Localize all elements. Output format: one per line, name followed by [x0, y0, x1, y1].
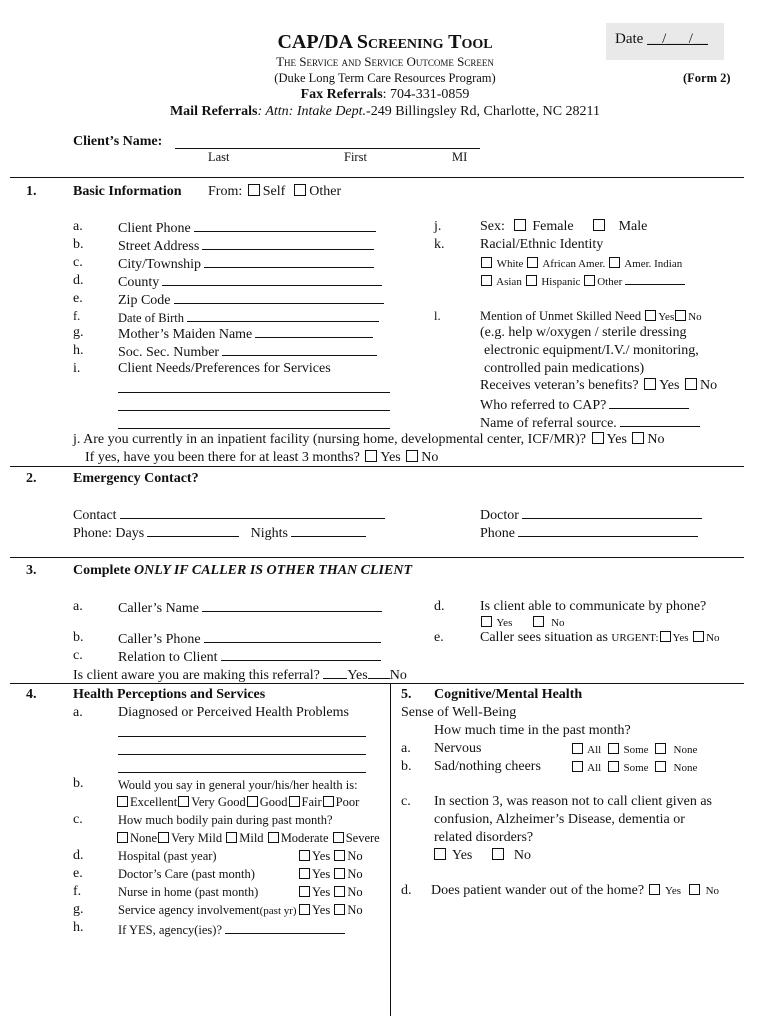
divider	[10, 683, 744, 684]
ethnic-row-1: White African Amer. Amer. Indian	[480, 257, 682, 271]
county-field: County	[118, 273, 382, 291]
skilled-yes-checkbox[interactable]	[645, 310, 656, 321]
contact-input[interactable]	[120, 506, 385, 519]
agency-yes-checkbox[interactable]	[299, 904, 310, 915]
street-address-field: Street Address	[118, 237, 374, 255]
client-phone-input[interactable]	[194, 219, 376, 232]
well-being-label: Sense of Well-Being	[401, 705, 517, 720]
item-letter: f.	[73, 884, 82, 899]
nurse-label: Nurse in home (past month)	[118, 885, 259, 899]
item-letter: d.	[434, 599, 445, 614]
other-checkbox[interactable]	[294, 184, 306, 196]
item-letter: b.	[73, 630, 84, 645]
health-problems-label: Diagnosed or Perceived Health Problems	[118, 705, 349, 720]
urgent-field: Caller sees situation as URGENT: Yes No	[480, 630, 720, 645]
agencies-input[interactable]	[225, 921, 345, 934]
general-health-options: Excellent Very Good Good Fair Poor	[116, 795, 359, 809]
pain-very-mild-checkbox[interactable]	[158, 832, 169, 843]
cognitive-no-checkbox[interactable]	[492, 848, 504, 860]
communicate-question: Is client able to communicate by phone?	[480, 599, 707, 614]
agency-label: Service agency involvement(past yr)	[118, 903, 297, 917]
city-township-input[interactable]	[204, 255, 374, 268]
form-subtitle: The Service and Service Outcome Screen	[276, 54, 494, 69]
veteran-no-checkbox[interactable]	[685, 378, 697, 390]
self-checkbox[interactable]	[248, 184, 260, 196]
caller-name-input[interactable]	[202, 599, 382, 612]
date-of-birth-input[interactable]	[187, 309, 379, 322]
doctor-care-label: Doctor’s Care (past month)	[118, 867, 255, 881]
past-month-label: How much time in the past month?	[434, 723, 631, 738]
hospital-options: Yes No	[298, 849, 363, 863]
inpatient-yes-checkbox[interactable]	[592, 432, 604, 444]
sad-all-checkbox[interactable]	[572, 761, 583, 772]
date-label: Date	[615, 31, 644, 47]
very-good-checkbox[interactable]	[178, 796, 189, 807]
city-township-field: City/Township	[118, 255, 374, 273]
excellent-checkbox[interactable]	[117, 796, 128, 807]
date-of-birth-field: Date of Birth	[118, 309, 379, 325]
source-input[interactable]	[620, 414, 700, 427]
item-letter: b.	[73, 776, 84, 791]
phone-nights-input[interactable]	[291, 524, 366, 537]
pain-options: None Very Mild Mild Moderate Severe	[116, 831, 380, 845]
urgent-yes-checkbox[interactable]	[660, 631, 671, 642]
item-letter: d.	[401, 883, 412, 898]
aware-no-blank[interactable]	[368, 666, 390, 679]
needs-line-1[interactable]	[118, 392, 390, 393]
nervous-label: Nervous	[434, 741, 482, 756]
skilled-example-3: controlled pain medications)	[484, 361, 645, 376]
item-letter: h.	[73, 343, 84, 358]
months-yes-checkbox[interactable]	[365, 450, 377, 462]
referred-input[interactable]	[609, 396, 689, 409]
source-field: Name of referral source.	[480, 414, 700, 432]
doctor-care-options: Yes No	[298, 867, 363, 881]
form-title: CAP/DA Screening Tool	[277, 31, 493, 53]
communicate-options: Yes No	[480, 616, 565, 630]
caller-phone-input[interactable]	[204, 630, 381, 643]
form-number: (Form 2)	[683, 71, 731, 85]
hispanic-checkbox[interactable]	[526, 275, 537, 286]
nervous-options: All Some None	[571, 743, 697, 757]
urgent-no-checkbox[interactable]	[693, 631, 704, 642]
hospital-yes-checkbox[interactable]	[299, 850, 310, 861]
item-letter: d.	[73, 273, 84, 288]
date-slots: __/___/__	[647, 31, 708, 47]
section-4-title: Health Perceptions and Services	[73, 687, 266, 702]
item-letter: e.	[434, 630, 444, 645]
inpatient-question: j. Are you currently in an inpatient facility (nursing home, developmental center, ICF/MR)? Yes No	[73, 432, 665, 447]
pain-none-checkbox[interactable]	[117, 832, 128, 843]
divider	[10, 557, 744, 558]
sad-options: All Some None	[571, 761, 697, 775]
client-name-label: Client’s Name:	[73, 134, 163, 149]
item-letter: f.	[73, 309, 81, 323]
section-4-number: 4.	[26, 687, 37, 702]
aware-question: Is client aware you are making this referral? Yes No	[73, 668, 407, 683]
agency-options: Yes No	[298, 903, 363, 917]
cognitive-options: Yes No	[432, 848, 531, 864]
ssn-input[interactable]	[222, 343, 377, 356]
item-letter: b.	[73, 237, 84, 252]
health-problems-line-1[interactable]	[118, 736, 366, 737]
contact-field: Contact	[73, 506, 385, 524]
item-letter: e.	[73, 866, 83, 881]
pain-mild-checkbox[interactable]	[226, 832, 237, 843]
white-checkbox[interactable]	[481, 257, 492, 268]
sad-label: Sad/nothing cheers	[434, 759, 541, 774]
sad-none-checkbox[interactable]	[655, 761, 666, 772]
ethnic-row-2: Asian Hispanic Other	[480, 275, 685, 289]
sex-field: Sex: Female Male	[480, 219, 648, 234]
poor-checkbox[interactable]	[323, 796, 334, 807]
item-letter: a.	[73, 705, 83, 720]
relation-input[interactable]	[221, 648, 381, 661]
client-name-mi: MI	[452, 150, 468, 164]
item-letter: e.	[73, 291, 83, 306]
communicate-yes-checkbox[interactable]	[481, 616, 492, 627]
veteran-field: Receives veteran’s benefits? Yes No	[480, 378, 718, 393]
needs-label: Client Needs/Preferences for Services	[118, 361, 331, 376]
mail-line: Mail Referrals: Attn: Intake Dept.-249 Billingsley Rd, Charlotte, NC 28211	[169, 104, 601, 119]
item-letter: l.	[434, 309, 441, 323]
referred-field: Who referred to CAP?	[480, 396, 689, 414]
from-field: From: Self Other	[208, 184, 342, 199]
three-months-question: If yes, have you been there for at least 3 months? Yes No	[85, 450, 439, 465]
ethnic-label: Racial/Ethnic Identity	[480, 237, 604, 252]
health-problems-line-3[interactable]	[118, 772, 366, 773]
client-name-first: First	[344, 150, 367, 164]
caller-phone-field: Caller’s Phone	[118, 630, 381, 648]
pain-question: How much bodily pain during past month?	[118, 813, 333, 827]
item-letter: i.	[73, 361, 81, 376]
item-letter: g.	[73, 902, 84, 917]
nurse-no-checkbox[interactable]	[334, 886, 345, 897]
phone-days-input[interactable]	[147, 524, 239, 537]
skilled-example-2: electronic equipment/I.V./ monitoring,	[484, 343, 699, 358]
nervous-all-checkbox[interactable]	[572, 743, 583, 754]
other-ethnic-input[interactable]	[625, 275, 685, 285]
inpatient-no-checkbox[interactable]	[632, 432, 644, 444]
doctor-phone-field: Phone	[480, 524, 698, 542]
hospital-label: Hospital (past year)	[118, 849, 217, 863]
maiden-name-field: Mother’s Maiden Name	[118, 325, 373, 343]
client-phone-field: Client Phone	[118, 219, 376, 237]
wander-question: Does patient wander out of the home? Yes No	[431, 883, 720, 898]
general-health-question: Would you say in general your/his/her health is:	[118, 778, 358, 792]
indian-checkbox[interactable]	[609, 257, 620, 268]
zip-code-input[interactable]	[174, 291, 384, 304]
maiden-name-input[interactable]	[255, 325, 373, 338]
column-divider	[390, 684, 391, 1016]
aware-yes-blank[interactable]	[323, 666, 347, 679]
nervous-none-checkbox[interactable]	[655, 743, 666, 754]
relation-field: Relation to Client	[118, 648, 381, 666]
zip-code-field: Zip Code	[118, 291, 384, 309]
phone-days-field: Phone: Days Nights	[73, 524, 366, 542]
asian-checkbox[interactable]	[481, 275, 492, 286]
street-address-input[interactable]	[202, 237, 374, 250]
nurse-yes-checkbox[interactable]	[299, 886, 310, 897]
program-name: (Duke Long Term Care Resources Program)	[274, 71, 496, 85]
doctor-phone-input[interactable]	[518, 524, 698, 537]
female-checkbox[interactable]	[514, 219, 526, 231]
doctor-yes-checkbox[interactable]	[299, 868, 310, 879]
section-5-number: 5.	[401, 687, 412, 702]
african-checkbox[interactable]	[527, 257, 538, 268]
caller-name-field: Caller’s Name	[118, 599, 382, 617]
hospital-no-checkbox[interactable]	[334, 850, 345, 861]
doctor-field: Doctor	[480, 506, 702, 524]
cognitive-question-3: related disorders?	[434, 830, 534, 845]
other-ethnic-checkbox[interactable]	[584, 275, 595, 286]
male-checkbox[interactable]	[593, 219, 605, 231]
nurse-options: Yes No	[298, 885, 363, 899]
item-letter: c.	[73, 648, 83, 663]
item-letter: a.	[401, 741, 411, 756]
agencies-field: If YES, agency(ies)?	[118, 921, 345, 937]
item-letter: a.	[73, 599, 83, 614]
health-problems-line-2[interactable]	[118, 754, 366, 755]
needs-line-3[interactable]	[118, 428, 390, 429]
skilled-example-1: (e.g. help w/oxygen / sterile dressing	[480, 325, 687, 340]
item-letter: c.	[73, 255, 83, 270]
nervous-some-checkbox[interactable]	[608, 743, 619, 754]
fair-checkbox[interactable]	[289, 796, 300, 807]
section-1-title: Basic Information	[73, 184, 182, 199]
veteran-yes-checkbox[interactable]	[644, 378, 656, 390]
client-name-last: Last	[208, 150, 230, 164]
sad-some-checkbox[interactable]	[608, 761, 619, 772]
skilled-need-field: Mention of Unmet Skilled Need Yes No	[480, 309, 702, 323]
county-input[interactable]	[162, 273, 382, 286]
pain-moderate-checkbox[interactable]	[268, 832, 279, 843]
pain-severe-checkbox[interactable]	[333, 832, 344, 843]
doctor-input[interactable]	[522, 506, 702, 519]
wander-yes-checkbox[interactable]	[649, 884, 660, 895]
cognitive-yes-checkbox[interactable]	[434, 848, 446, 860]
section-3-number: 3.	[26, 563, 37, 578]
communicate-no-checkbox[interactable]	[533, 616, 544, 627]
divider	[10, 466, 744, 467]
good-checkbox[interactable]	[247, 796, 258, 807]
item-letter: c.	[401, 794, 411, 809]
section-5-title: Cognitive/Mental Health	[434, 687, 583, 702]
item-letter: h.	[73, 920, 84, 935]
skilled-no-checkbox[interactable]	[675, 310, 686, 321]
agency-no-checkbox[interactable]	[334, 904, 345, 915]
item-letter: a.	[73, 219, 83, 234]
cognitive-question-1: In section 3, was reason not to call client given as	[434, 794, 712, 809]
ssn-field: Soc. Sec. Number	[118, 343, 377, 361]
item-letter: j.	[434, 219, 442, 234]
doctor-no-checkbox[interactable]	[334, 868, 345, 879]
divider	[10, 177, 744, 178]
client-name-field[interactable]	[175, 148, 480, 149]
cognitive-question-2: confusion, Alzheimer’s Disease, dementia or	[434, 812, 685, 827]
fax-line: Fax Referrals: 704-331-0859	[300, 87, 470, 102]
section-3-title: Complete ONLY IF CALLER IS OTHER THAN CLIENT	[73, 563, 413, 578]
wander-no-checkbox[interactable]	[689, 884, 700, 895]
item-letter: b.	[401, 759, 412, 774]
item-letter: c.	[73, 812, 83, 827]
item-letter: g.	[73, 325, 84, 340]
item-letter: d.	[73, 848, 84, 863]
section-2-number: 2.	[26, 471, 37, 486]
months-no-checkbox[interactable]	[406, 450, 418, 462]
needs-line-2[interactable]	[118, 410, 390, 411]
section-2-title: Emergency Contact?	[73, 471, 199, 486]
section-1-number: 1.	[26, 184, 37, 199]
item-letter: k.	[434, 237, 445, 252]
